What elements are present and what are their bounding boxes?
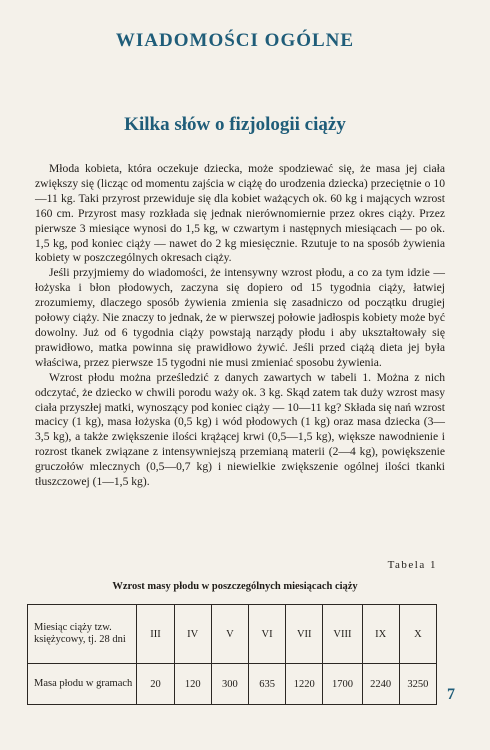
body-text bbox=[35, 162, 445, 490]
mass-cell: 635 bbox=[248, 664, 285, 705]
month-cell: IX bbox=[362, 605, 399, 664]
month-cell: X bbox=[399, 605, 436, 664]
page-number: 7 bbox=[447, 686, 455, 703]
month-cell: IV bbox=[174, 605, 211, 664]
month-cell: III bbox=[137, 605, 174, 664]
fetal-mass-table bbox=[27, 604, 437, 705]
month-cell: VIII bbox=[323, 605, 362, 664]
paragraph: Młoda kobieta, która oczekuje dziecka, może spodziewać się, że masa jej ciała zwiększy się (licząc od momentu zajścia w ciążę do urodzenia dziecka) przeciętnie o 10—11 kg. Taki przyrost przewiduje się dla kobiet ważących ok. 60 kg i mających wzrost 160 cm. Przyrost masy rozkłada się jednak nierównomiernie przez okres ciąży. Przez pierwsze 3 miesiące wynosi do 1,5 kg, w czwartym i następnych miesiącach — po ok. 1,5 kg, pod koniec ciąży — nawet do 2 kg miesięcznie. Rzutuje to na sposób żywienia kobiety w poszczególnych okresach ciąży. bbox=[35, 162, 445, 265]
mass-cell: 120 bbox=[174, 664, 211, 705]
month-row-header: Miesiąc ciąży tzw. księżycowy, tj. 28 dni bbox=[28, 605, 137, 664]
paragraph: Jeśli przyjmiemy do wiadomości, że intensywny wzrost płodu, a co za tym idzie — łożyska i błon płodowych, zaczyna się dopiero od 15 tygodnia ciąży, łatwiej zrozumiemy, dlaczego sposób żywienia zmienia się zasadniczo od początku drugiej połowy ciąży. Nie znaczy to jednak, że w pierwszej połowie jadłospis kobiety może być dowolny. Już od 6 tygodnia ciąży powstają narządy płodu i aby ukształtowały się prawidłowo, matka powinna się prawidłowo żywić. Jeśli przed ciążą dieta jej była właściwa, przez pierwsze 15 tygodni nie musi zmieniać sposobu żywienia. bbox=[35, 266, 445, 369]
chapter-title: Kilka słów o fizjologii ciąży bbox=[124, 114, 346, 135]
mass-cell: 300 bbox=[211, 664, 248, 705]
table-header-row bbox=[28, 605, 437, 664]
mass-cell: 1700 bbox=[323, 664, 362, 705]
table-label: Tabela 1 bbox=[387, 559, 437, 571]
month-cell: V bbox=[211, 605, 248, 664]
section-title: WIADOMOŚCI OGÓLNE bbox=[115, 30, 355, 51]
month-cell: VII bbox=[286, 605, 323, 664]
table-caption: Wzrost masy płodu w poszczególnych miesiącach ciąży bbox=[112, 581, 358, 592]
mass-cell: 1220 bbox=[286, 664, 323, 705]
paragraph: Wzrost płodu można prześledzić z danych zawartych w tabeli 1. Można z nich odczytać, że dziecko w chwili porodu waży ok. 3 kg. Skąd zatem tak duży wzrost masy ciała przyszłej matki, wynoszący pod koniec ciąży — 10—11 kg? Składa się nań wzrost macicy (1 kg), masa łożyska (0,5 kg) i wód płodowych (1 kg) oraz masa dziecka (3—3,5 kg), a także zwiększenie ilości krążącej krwi (0,5—1,5 kg), większe nawodnienie i rozrost tkanek związane z intensywniejszą przemianą materii (2—4 kg), powiększenie gruczołów mlecznych (0,5—0,7 kg) i niewielkie zwiększenie ogólnej ilości tkanki tłuszczowej (1—1,5 kg). bbox=[35, 370, 445, 489]
mass-row-header: Masa płodu w gramach bbox=[28, 664, 137, 705]
table-row bbox=[28, 664, 437, 705]
month-cell: VI bbox=[248, 605, 285, 664]
mass-cell: 2240 bbox=[362, 664, 399, 705]
mass-cell: 20 bbox=[137, 664, 174, 705]
mass-cell: 3250 bbox=[399, 664, 436, 705]
